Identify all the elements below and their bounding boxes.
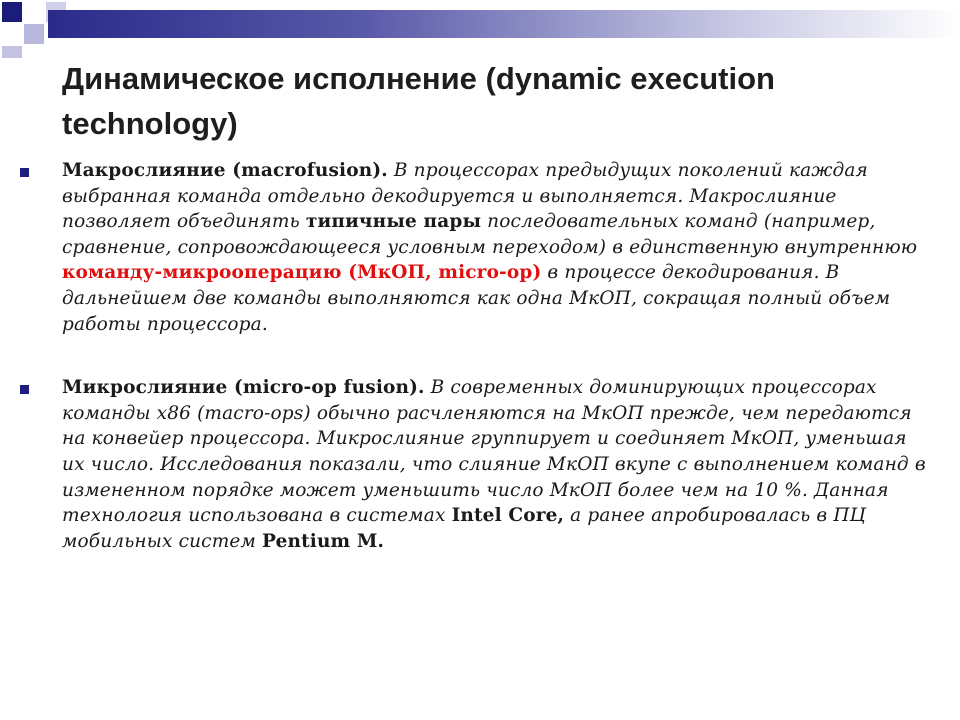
bullet-item-microfusion	[62, 375, 932, 554]
bullet-text: в процессе декодирования. В дальнейшем две команды выполняются как одна МкОП, сокращая полный объем работы процессора.	[62, 262, 891, 335]
square-bullet-icon	[20, 168, 29, 177]
header-gradient-bar	[48, 10, 960, 38]
bullet-list	[62, 158, 932, 592]
bullet-text: а ранее апробировалась в ПЦ мобильных систем	[62, 505, 866, 552]
square-bullet-icon	[20, 385, 29, 394]
bullet-text: В современных доминирующих процессорах команды x86 (macro-ops) обычно расчленяются на МкОП прежде, чем передаются на конвейер процессора. Микрослияние группирует и соединяет МкОП, уменьшая их число. Исследования показали, что слияние МкОП вкупе с выполнением команд в измененном порядке может уменьшить число МкОП более чем на 10 %. Данная технология использована в системах	[62, 377, 926, 527]
slide-title: Динамическое исполнение (dynamic execution technology)	[62, 61, 775, 141]
bullet-bold-text: Pentium M.	[262, 530, 385, 552]
bullet-highlight-text: команду-микрооперацию (МкОП, micro-op)	[62, 262, 542, 284]
bullet-text: В процессорах предыдущих поколений каждая выбранная команда отдельно декодируется и выполняется. Макрослияние позволяет объединять	[62, 160, 868, 233]
bullet-item-macrofusion	[62, 158, 932, 337]
bullet-term: Макрослияние (macrofusion).	[62, 160, 388, 181]
bullet-bold-text: типичные пары	[305, 211, 482, 233]
bullet-text: последовательных команд (например, сравнение, сопровождающееся условным переходом) в единственную внутреннюю	[62, 211, 918, 258]
bullet-bold-text: Intel Core,	[451, 505, 565, 527]
bullet-term: Микрослияние (micro-op fusion).	[62, 377, 425, 399]
